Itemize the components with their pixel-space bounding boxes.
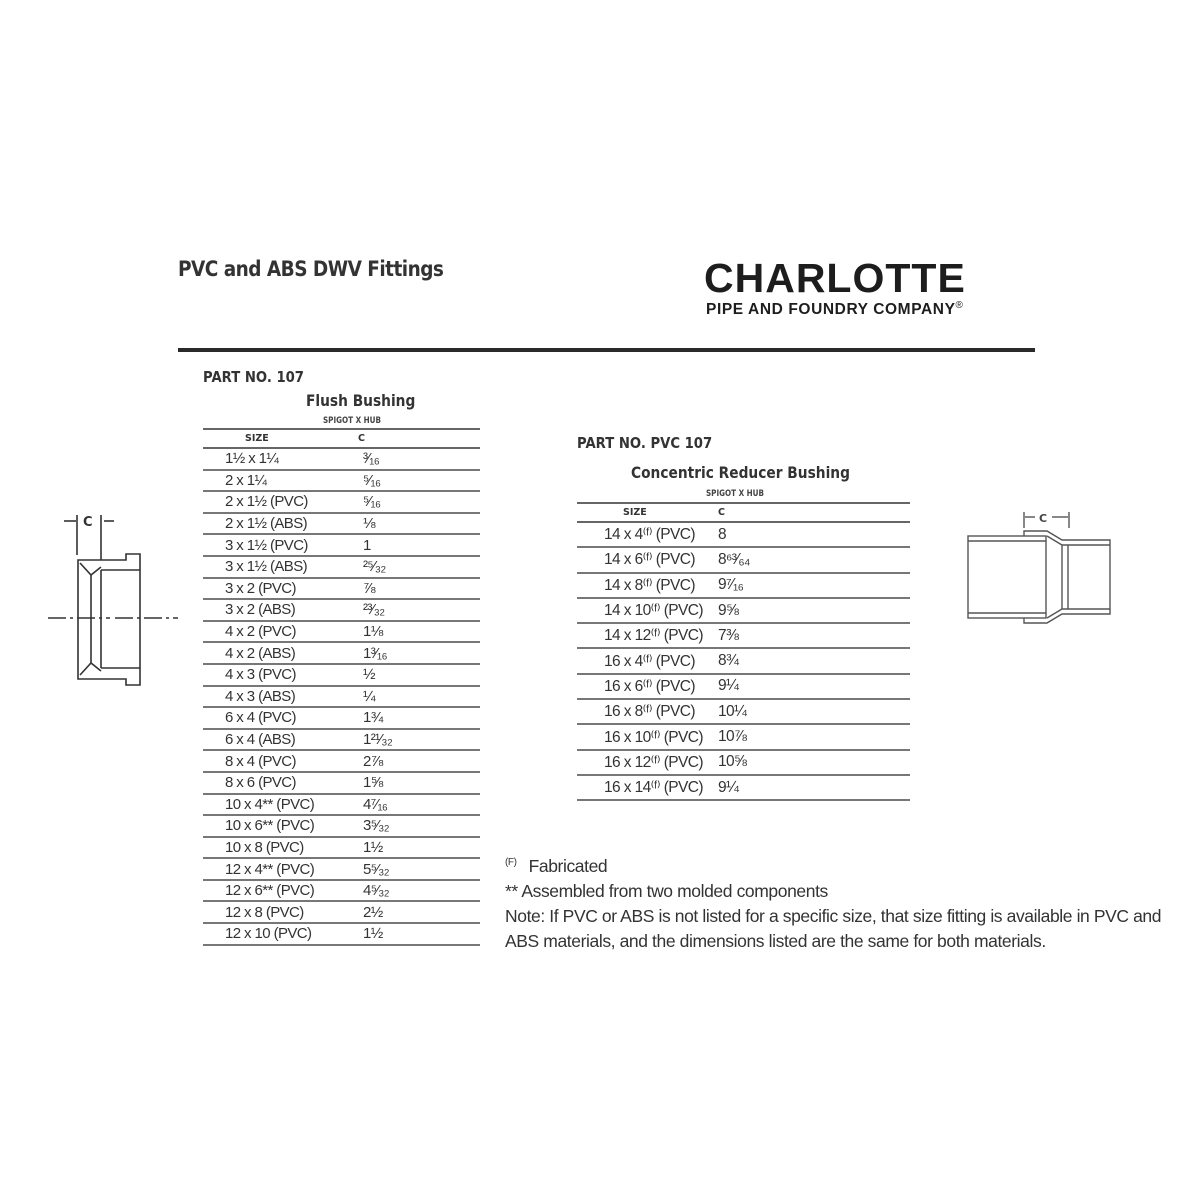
table-row: [203, 621, 480, 643]
c-dimension-cell: 2½: [345, 901, 480, 923]
c-dimension-cell: 1²¹⁄₃₂: [345, 729, 480, 751]
c-dimension-cell: ½: [345, 664, 480, 686]
note-line-1: Note: If PVC or ABS is not listed for a specific size, that size fitting is available in PVC and: [505, 905, 1162, 926]
c-dimension-cell: 8¾: [716, 648, 910, 673]
table-row: [577, 573, 910, 598]
part-number-107: PART NO. 107: [203, 368, 304, 386]
c-dimension-cell: 8: [716, 522, 910, 547]
c-dimension-cell: 2⅞: [345, 750, 480, 772]
table-row: [203, 772, 480, 794]
document-title: PVC and ABS DWV Fittings: [178, 257, 444, 281]
c-dimension-cell: 7⅜: [716, 623, 910, 648]
table-row: [577, 674, 910, 699]
table-row: [203, 815, 480, 837]
size-cell: 16 x 4⁽ᶠ⁾ (PVC): [577, 648, 716, 673]
table-row: [577, 775, 910, 800]
column-header-size: SIZE: [203, 429, 345, 448]
size-cell: 16 x 12⁽ᶠ⁾ (PVC): [577, 750, 716, 775]
c-dimension-cell: 4⁵⁄₃₂: [345, 880, 480, 902]
c-dimension-cell: ⅞: [345, 578, 480, 600]
c-dimension-cell: 10¼: [716, 699, 910, 724]
table-row: [203, 923, 480, 945]
c-dimension-cell: 1⅛: [345, 621, 480, 643]
size-cell: 2 x 1½ (ABS): [203, 513, 345, 535]
size-cell: 12 x 8 (PVC): [203, 901, 345, 923]
table-row: [577, 648, 910, 673]
size-cell: 16 x 8⁽ᶠ⁾ (PVC): [577, 699, 716, 724]
c-dimension-cell: 1½: [345, 837, 480, 859]
table-row: [203, 448, 480, 470]
c-dimension-cell: 1⅝: [345, 772, 480, 794]
registered-mark: ®: [955, 300, 964, 311]
note-line-2: ABS materials, and the dimensions listed are the same for both materials.: [505, 930, 1046, 951]
table-row: [203, 750, 480, 772]
size-cell: 1½ x 1¼: [203, 448, 345, 470]
c-dimension-cell: 1¾: [345, 707, 480, 729]
table-row: [203, 686, 480, 708]
c-dimension-cell: 1: [345, 534, 480, 556]
table-row: [203, 534, 480, 556]
c-dimension-cell: 9¼: [716, 674, 910, 699]
table-header-row: [577, 503, 910, 522]
size-cell: 6 x 4 (ABS): [203, 729, 345, 751]
table-row: [203, 491, 480, 513]
logo-tagline-text: PIPE AND FOUNDRY COMPANY: [706, 301, 956, 319]
c-dimension-cell: ³⁄₁₆: [345, 448, 480, 470]
c-dimension-cell: 4⁷⁄₁₆: [345, 794, 480, 816]
concentric-reducer-drawing: [955, 500, 1125, 640]
size-cell: 14 x 10⁽ᶠ⁾ (PVC): [577, 598, 716, 623]
size-cell: 4 x 2 (PVC): [203, 621, 345, 643]
c-dimension-cell: ¼: [345, 686, 480, 708]
c-dimension-cell: ²⁵⁄₃₂: [345, 556, 480, 578]
size-cell: 8 x 6 (PVC): [203, 772, 345, 794]
size-cell: 3 x 1½ (PVC): [203, 534, 345, 556]
size-cell: 16 x 6⁽ᶠ⁾ (PVC): [577, 674, 716, 699]
size-cell: 10 x 4** (PVC): [203, 794, 345, 816]
table-row: [203, 707, 480, 729]
fabricated-mark: (F): [505, 857, 517, 868]
size-cell: 3 x 1½ (ABS): [203, 556, 345, 578]
flush-bushing-drawing: [40, 505, 190, 705]
c-dimension-cell: ⅛: [345, 513, 480, 535]
c-dimension-cell: 8⁶³⁄₆₄: [716, 547, 910, 572]
table-row: [203, 729, 480, 751]
table-header-row: [203, 429, 480, 448]
c-dimension-cell: ²³⁄₃₂: [345, 599, 480, 621]
size-cell: 14 x 4⁽ᶠ⁾ (PVC): [577, 522, 716, 547]
table-row: [203, 556, 480, 578]
size-cell: 4 x 3 (PVC): [203, 664, 345, 686]
footnotes: [505, 850, 1161, 954]
size-cell: 14 x 6⁽ᶠ⁾ (PVC): [577, 547, 716, 572]
c-dimension-cell: 9¼: [716, 775, 910, 800]
column-header-c: C: [716, 503, 910, 522]
c-dimension-cell: ⁵⁄₁₆: [345, 491, 480, 513]
size-cell: 16 x 14⁽ᶠ⁾ (PVC): [577, 775, 716, 800]
table-row: [203, 837, 480, 859]
size-cell: 12 x 10 (PVC): [203, 923, 345, 945]
flush-bushing-title: Flush Bushing: [306, 391, 416, 410]
charlotte-logo: [704, 256, 966, 300]
size-cell: 3 x 2 (ABS): [203, 599, 345, 621]
table-row: [577, 598, 910, 623]
size-cell: 10 x 6** (PVC): [203, 815, 345, 837]
table-row: [203, 664, 480, 686]
column-header-size: SIZE: [577, 503, 716, 522]
size-cell: 12 x 4** (PVC): [203, 858, 345, 880]
table-row: [577, 522, 910, 547]
size-cell: 3 x 2 (PVC): [203, 578, 345, 600]
c-dimension-cell: 9⁷⁄₁₆: [716, 573, 910, 598]
size-cell: 6 x 4 (PVC): [203, 707, 345, 729]
c-dimension-cell: 10⅝: [716, 750, 910, 775]
size-cell: 2 x 1¼: [203, 470, 345, 492]
table-row: [203, 901, 480, 923]
concentric-reducer-table: [577, 502, 910, 801]
size-cell: 4 x 3 (ABS): [203, 686, 345, 708]
flush-bushing-table: [203, 428, 480, 946]
table-row: [203, 578, 480, 600]
c-dimension-cell: 9⅝: [716, 598, 910, 623]
size-cell: 12 x 6** (PVC): [203, 880, 345, 902]
table-row: [577, 699, 910, 724]
c-dimension-cell: 1³⁄₁₆: [345, 642, 480, 664]
table-row: [203, 642, 480, 664]
logo-name: CHARLOTTE: [704, 255, 966, 301]
c-dimension-cell: 10⅞: [716, 724, 910, 749]
flush-bushing-subtitle: SPIGOT X HUB: [323, 416, 382, 426]
table-row: [577, 623, 910, 648]
size-cell: 4 x 2 (ABS): [203, 642, 345, 664]
size-cell: 10 x 8 (PVC): [203, 837, 345, 859]
c-dimension-cell: 5⁵⁄₃₂: [345, 858, 480, 880]
dimension-c-label: C: [83, 515, 93, 530]
size-cell: 14 x 8⁽ᶠ⁾ (PVC): [577, 573, 716, 598]
fabricated-text: Fabricated: [528, 855, 608, 876]
table-row: [577, 724, 910, 749]
table-row: [203, 599, 480, 621]
table-row: [203, 470, 480, 492]
footnote-fabricated: [505, 850, 1161, 879]
header-divider: [178, 348, 1035, 352]
part-number-pvc-107: PART NO. PVC 107: [577, 434, 713, 452]
size-cell: 2 x 1½ (PVC): [203, 491, 345, 513]
footnote-assembled: ** Assembled from two molded components: [505, 880, 828, 901]
c-dimension-cell: 3⁵⁄₃₂: [345, 815, 480, 837]
column-header-c: C: [345, 429, 480, 448]
table-row: [577, 547, 910, 572]
size-cell: 14 x 12⁽ᶠ⁾ (PVC): [577, 623, 716, 648]
table-row: [203, 513, 480, 535]
table-row: [577, 750, 910, 775]
table-row: [203, 880, 480, 902]
concentric-reducer-title: Concentric Reducer Bushing: [631, 463, 850, 482]
c-dimension-cell: ⁵⁄₁₆: [345, 470, 480, 492]
concentric-reducer-subtitle: SPIGOT X HUB: [706, 489, 765, 499]
size-cell: 16 x 10⁽ᶠ⁾ (PVC): [577, 724, 716, 749]
logo-tagline: [706, 300, 963, 319]
table-row: [203, 858, 480, 880]
size-cell: 8 x 4 (PVC): [203, 750, 345, 772]
c-dimension-cell: 1½: [345, 923, 480, 945]
table-row: [203, 794, 480, 816]
dimension-c-label: C: [1039, 512, 1048, 525]
